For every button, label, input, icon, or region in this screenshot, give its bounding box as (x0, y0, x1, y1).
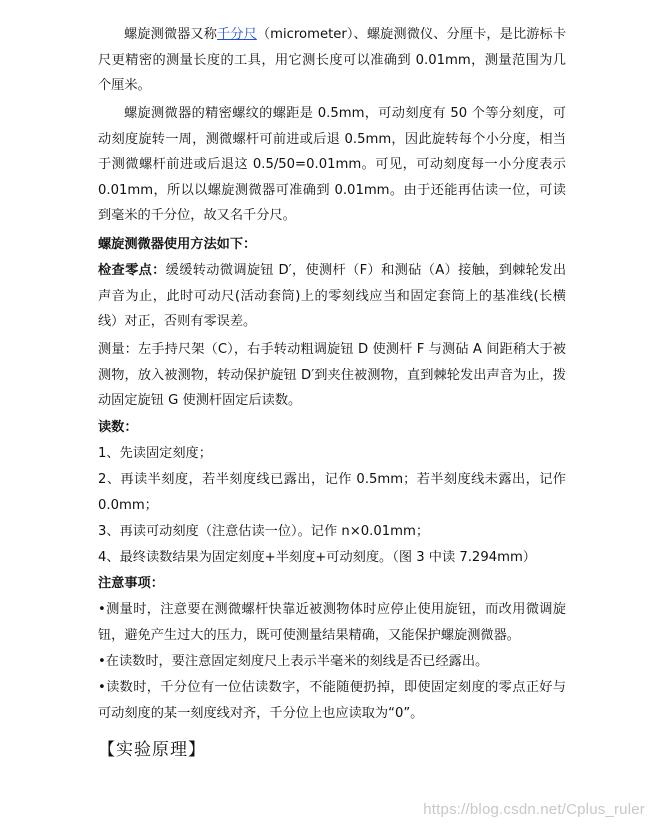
note-item-2: •在读数时，要注意固定刻度尺上表示半毫米的刻线是否已经露出。 (98, 654, 489, 669)
reading-heading: 读数： (98, 420, 138, 435)
zero-check-paragraph (98, 258, 566, 335)
zero-check-label: 检查零点： (98, 263, 166, 278)
zero-check-text: 缓缓转动微调旋钮 D′，使测杆（F）和测砧（A）接触，到棘轮发出声音为止，此时可动尺(活动套筒)上的零刻线应当和固定套筒上的基准线(长横线）对正，否则有零误差。 (98, 263, 567, 330)
reading-step-1: 1、先读固定刻度； (98, 446, 212, 461)
intro-paragraph-2: 螺旋测微器的精密螺纹的螺距是 0.5mm，可动刻度有 50 个等分刻度，可动刻度旋转一周，测微螺杆可前进或后退 0.5mm，因此旋转每个小分度，相当于测微螺杆前进或后退这 0.5/50=0.01mm。可见，可动刻度每一小分度表示 0.01mm，所以以螺旋测微器可准确到 0.01mm。由于还能再估读一位，可读到毫米的千分位，故又名千分尺。 (98, 106, 566, 224)
intro-paragraph-1 (98, 22, 566, 99)
intro-text-after-link: （micrometer）、螺旋测微仪、分厘卡，是比游标卡尺更精密的测量长度的工具，用它测长度可以准确到 0.01mm，测量范围为几个厘米。 (98, 27, 567, 94)
watermark-url: https://blog.csdn.net/Cplus_ruler (423, 801, 645, 818)
micrometer-link[interactable]: 千分尺 (217, 27, 257, 42)
measure-paragraph: 测量：左手持尺架（C），右手转动粗调旋钮 D 使测杆 F 与测砧 A 间距稍大于被测物，放入被测物，转动保护旋钮 D′到夹住被测物，直到棘轮发出声音为止，拨动固定旋钮 G 使测杆固定后读数。 (98, 342, 566, 409)
section-heading-principle: 【实验原理】 (98, 740, 206, 760)
notes-heading: 注意事项： (98, 576, 164, 591)
reading-step-4: 4、最终读数结果为固定刻度+半刻度+可动刻度。（图 3 中读 7.294mm） (98, 550, 536, 565)
usage-heading: 螺旋测微器使用方法如下： (98, 237, 257, 252)
intro-text-before-link: 螺旋测微器又称 (124, 27, 217, 42)
note-item-3: •读数时，千分位有一位估读数字，不能随便扔掉，即使固定刻度的零点正好与可动刻度的某一刻度线对齐，千分位上也应读取为“0”。 (98, 680, 566, 721)
note-item-1: •测量时，注意要在测微螺杆快靠近被测物体时应停止使用旋钮，而改用微调旋钮，避免产生过大的压力，既可使测量结果精确，又能保护螺旋测微器。 (98, 602, 566, 643)
reading-step-3: 3、再读可动刻度（注意估读一位）。记作 n×0.01mm； (98, 524, 430, 539)
reading-step-2: 2、再读半刻度，若半刻度线已露出，记作 0.5mm；若半刻度线未露出，记作 0.0mm； (98, 472, 566, 513)
